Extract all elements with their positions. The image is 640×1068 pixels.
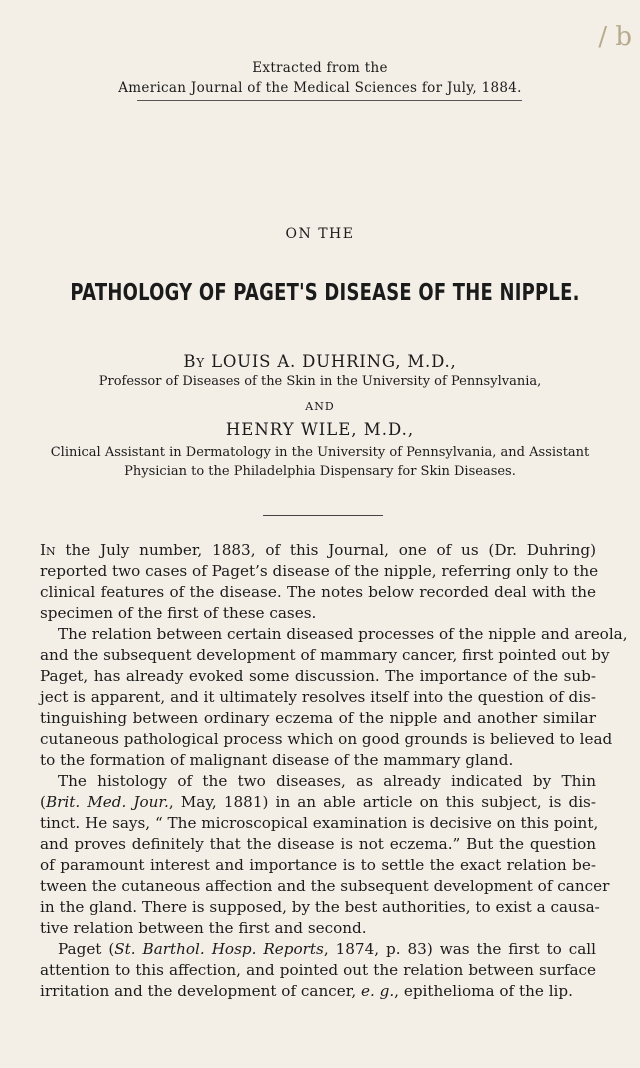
on-the-label: ON THE xyxy=(285,226,355,242)
p3-line-2-rest: , May, 1881) in an able article on this subject, is dis- xyxy=(168,793,596,811)
p1-lead-word: In xyxy=(40,541,56,559)
p2-line-4: ject is apparent, and it ultimately resolves itself into the question of dis- xyxy=(40,688,596,706)
p4-line-3-open: irritation and the development of cancer, xyxy=(40,982,361,1000)
p3-line-2 xyxy=(40,792,596,813)
article-title: PATHOLOGY OF PAGET'S DISEASE OF THE NIPPLE. xyxy=(70,280,580,306)
author-2-name: HENRY WILE, M.D., xyxy=(225,420,415,439)
section-rule xyxy=(263,515,383,516)
citation-brit-med-jour: Brit. Med. Jour. xyxy=(45,793,169,811)
p1-line-3: clinical features of the disease. The notes below recorded deal with the xyxy=(40,583,596,601)
author-2-affiliation-line-1: Clinical Assistant in Dermatology in the University of Pennsylvania, and Assistant xyxy=(50,445,590,460)
p2-line-2: and the subsequent development of mammary cancer, first pointed out by xyxy=(40,646,610,664)
p2-line-5: tinguishing between ordinary eczema of the nipple and another similar xyxy=(40,709,596,727)
p4-line-1 xyxy=(40,939,596,960)
top-rule xyxy=(137,100,522,101)
p1-line-2: reported two cases of Paget’s disease of the nipple, referring only to the xyxy=(40,562,599,580)
author-1-line xyxy=(0,352,640,371)
p4-line-1-open: Paget ( xyxy=(58,940,115,958)
p1-line-4: specimen of the first of these cases. xyxy=(40,604,317,622)
author-1-affiliation: Professor of Diseases of the Skin in the University of Pennsylvania, xyxy=(98,374,542,389)
p2-line-3: Paget, has already evoked some discussion. The importance of the sub- xyxy=(40,667,596,685)
and-separator: AND xyxy=(305,400,335,413)
p3-line-6: tween the cutaneous affection and the subsequent development of cancer xyxy=(40,877,610,895)
p3-line-5: of paramount interest and importance is to settle the exact relation be- xyxy=(40,856,596,874)
p2-line-1: The relation between certain diseased processes of the nipple and areola, xyxy=(58,625,628,643)
p3-line-8: tive relation between the first and second. xyxy=(40,919,367,937)
source-note-line-2: American Journal of the Medical Sciences for July, 1884. xyxy=(118,80,522,96)
p1-line-1-text: the July number, 1883, of this Journal, one of us (Dr. Duhring) xyxy=(55,541,596,559)
p4-line-3 xyxy=(40,981,596,1002)
corner-pencil-mark: / b xyxy=(598,22,632,52)
p1-line-1 xyxy=(40,540,596,561)
p3-line-7: in the gland. There is supposed, by the best authorities, to exist a causa- xyxy=(40,898,600,916)
author-2-affiliation xyxy=(0,443,640,481)
p2-line-6: cutaneous pathological process which on good grounds is believed to lead xyxy=(40,730,613,748)
source-note-line-1: Extracted from the xyxy=(252,60,388,76)
article-body xyxy=(40,540,628,1002)
p3-line-3: tinct. He says, “ The microscopical examination is decisive on this point, xyxy=(40,814,599,832)
p4-line-3-rest: , epithelioma of the lip. xyxy=(394,982,573,1000)
byline-by: By xyxy=(183,352,206,371)
author-1-name: LOUIS A. DUHRING, M.D., xyxy=(211,352,457,371)
p3-line-1: The histology of the two diseases, as already indicated by Thin xyxy=(58,772,596,790)
p4-line-2: attention to this affection, and pointed out the relation between surface xyxy=(40,961,596,979)
citation-st-barthol: St. Barthol. Hosp. Reports xyxy=(114,940,324,958)
author-2-affiliation-line-2: Physician to the Philadelphia Dispensary for Skin Diseases. xyxy=(124,464,516,479)
p3-line-4: and proves definitely that the disease is not eczema.” But the question xyxy=(40,835,596,853)
p4-line-1-rest: , 1874, p. 83) was the first to call xyxy=(323,940,596,958)
source-note xyxy=(0,58,640,98)
p3-line-2-open: ( xyxy=(40,793,46,811)
p2-line-7: to the formation of malignant disease of the mammary gland. xyxy=(40,751,514,769)
eg-abbrev: e. g. xyxy=(360,982,395,1000)
